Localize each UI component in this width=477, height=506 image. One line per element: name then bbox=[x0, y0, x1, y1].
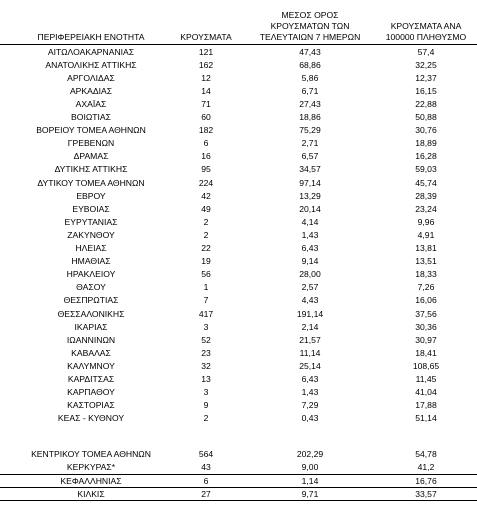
cell-region: ΑΙΤΩΛΟΑΚΑΡΝΑΝΙΑΣ bbox=[47, 46, 135, 57]
cell-cases: 564 bbox=[198, 449, 214, 459]
cell-per100k: 108,65 bbox=[412, 360, 440, 371]
cell-per100k: 17,88 bbox=[415, 400, 437, 411]
table-row bbox=[0, 242, 477, 255]
cell-per100k: 28,39 bbox=[415, 190, 437, 201]
cell-per100k: 4,91 bbox=[417, 229, 435, 240]
cell-avg7: 9,00 bbox=[301, 462, 319, 473]
cell-region: ΚΑΣΤΟΡΙΑΣ bbox=[67, 400, 115, 411]
cell-cases: 2 bbox=[203, 413, 209, 424]
cell-region: ΒΟΙΩΤΙΑΣ bbox=[71, 112, 111, 122]
cell-per100k: 7,26 bbox=[417, 282, 435, 293]
cell-cases: 7 bbox=[203, 295, 209, 306]
table-row bbox=[0, 229, 477, 242]
cell-region: ΔΥΤΙΚΟΥ ΤΟΜΕΑ ΑΘΗΝΩΝ bbox=[37, 177, 145, 188]
cell-cases: 9 bbox=[203, 400, 209, 411]
cell-region: ΙΚΑΡΙΑΣ bbox=[74, 321, 108, 332]
cell-region: ΚΑΛΥΜΝΟΥ bbox=[67, 360, 115, 371]
cell-avg7: 1,43 bbox=[301, 387, 319, 398]
header-per100k-line1: ΚΡΟΥΣΜΑΤΑ ΑΝΑ bbox=[390, 21, 462, 31]
cell-avg7: 6,71 bbox=[301, 85, 319, 96]
cell-region: ΗΡΑΚΛΕΙΟΥ bbox=[66, 269, 116, 280]
cell-region: ΕΥΡΥΤΑΝΙΑΣ bbox=[64, 216, 118, 227]
cell-avg7: 5,86 bbox=[301, 72, 319, 83]
cell-per100k: 13,51 bbox=[415, 256, 437, 267]
cell-cases: 182 bbox=[198, 125, 214, 136]
table-row bbox=[0, 321, 477, 334]
cell-avg7: 47,43 bbox=[299, 46, 321, 57]
cell-cases: 224 bbox=[198, 177, 214, 188]
cell-region: ΚΑΡΔΙΤΣΑΣ bbox=[67, 374, 115, 384]
cell-region: ΑΧΑΪΑΣ bbox=[75, 98, 107, 109]
cell-avg7: 2,71 bbox=[301, 138, 319, 149]
cell-region: ΚΕΑΣ - ΚΥΘΝΟΥ bbox=[57, 413, 125, 424]
cell-cases: 12 bbox=[201, 72, 211, 83]
cell-avg7: 0,43 bbox=[301, 413, 319, 424]
cell-region: ΕΒΡΟΥ bbox=[76, 190, 106, 201]
table-row bbox=[0, 72, 477, 85]
cell-cases: 52 bbox=[201, 334, 211, 345]
cell-per100k: 18,89 bbox=[415, 138, 437, 149]
table-row bbox=[0, 386, 477, 399]
cell-per100k: 33,57 bbox=[415, 488, 437, 499]
cell-avg7: 4,43 bbox=[301, 295, 319, 306]
table-row bbox=[0, 255, 477, 268]
row-divider bbox=[0, 474, 477, 475]
cell-region: ΚΕΝΤΡΙΚΟΥ ΤΟΜΕΑ ΑΘΗΝΩΝ bbox=[31, 449, 151, 459]
cell-avg7: 1,43 bbox=[301, 229, 319, 240]
cell-avg7: 7,29 bbox=[301, 400, 319, 411]
cell-per100k: 41,2 bbox=[417, 462, 435, 473]
cell-per100k: 54,78 bbox=[415, 449, 437, 459]
cell-avg7: 18,86 bbox=[299, 112, 321, 122]
cell-avg7: 1,14 bbox=[301, 475, 319, 486]
header-avg-line2: ΚΡΟΥΣΜΑΤΩΝ ΤΩΝ bbox=[270, 21, 350, 31]
cell-region: ΔΥΤΙΚΗΣ ΑΤΤΙΚΗΣ bbox=[54, 164, 128, 175]
cell-cases: 71 bbox=[201, 98, 211, 109]
cell-per100k: 13,81 bbox=[415, 243, 437, 253]
table-row bbox=[0, 124, 477, 137]
cell-region: ΘΕΣΣΑΛΟΝΙΚΗΣ bbox=[57, 308, 125, 319]
cell-per100k: 11,45 bbox=[415, 374, 437, 384]
cell-cases: 27 bbox=[201, 488, 211, 499]
cell-cases: 19 bbox=[201, 256, 211, 267]
header-avg-line1: ΜΕΣΟΣ ΟΡΟΣ bbox=[281, 10, 339, 20]
cell-cases: 121 bbox=[198, 46, 214, 57]
cell-per100k: 30,36 bbox=[415, 321, 437, 332]
cell-avg7: 202,29 bbox=[296, 449, 324, 459]
cell-per100k: 9,96 bbox=[417, 216, 435, 227]
cell-region: ΑΡΚΑΔΙΑΣ bbox=[69, 85, 113, 96]
cell-per100k: 57,4 bbox=[417, 46, 435, 57]
cell-per100k: 30,76 bbox=[415, 125, 437, 136]
cell-per100k: 12,37 bbox=[415, 72, 437, 83]
cell-region: ΑΝΑΤΟΛΙΚΗΣ ΑΤΤΙΚΗΣ bbox=[45, 59, 137, 70]
table-row bbox=[0, 488, 477, 501]
cell-region: ΚΑΡΠΑΘΟΥ bbox=[67, 387, 115, 398]
cell-cases: 3 bbox=[203, 387, 209, 398]
cell-region: ΘΕΣΠΡΩΤΙΑΣ bbox=[63, 295, 119, 306]
header-per-100k bbox=[368, 21, 477, 43]
table-row bbox=[0, 150, 477, 163]
cell-per100k: 23,24 bbox=[415, 203, 437, 214]
table-row bbox=[0, 281, 477, 294]
cell-cases: 22 bbox=[201, 243, 211, 253]
header-cases: ΚΡΟΥΣΜΑΤΑ bbox=[180, 32, 232, 42]
cell-region: ΘΑΣΟΥ bbox=[76, 282, 106, 293]
cell-per100k: 16,28 bbox=[415, 151, 437, 162]
cell-avg7: 21,57 bbox=[299, 334, 321, 345]
header-avg-7-days bbox=[252, 10, 368, 43]
table-row bbox=[0, 46, 477, 59]
table-row bbox=[0, 111, 477, 124]
cell-region: ΗΜΑΘΙΑΣ bbox=[71, 256, 111, 267]
cell-per100k: 18,33 bbox=[415, 269, 437, 280]
cell-per100k: 41,04 bbox=[415, 387, 437, 398]
cell-avg7: 34,57 bbox=[299, 164, 321, 175]
cell-cases: 16 bbox=[201, 151, 211, 162]
cell-avg7: 9,14 bbox=[301, 256, 319, 267]
cell-region: ΖΑΚΥΝΘΟΥ bbox=[67, 229, 115, 240]
cell-cases: 14 bbox=[201, 85, 211, 96]
row-divider bbox=[0, 500, 477, 501]
cell-avg7: 6,43 bbox=[301, 243, 319, 253]
cell-cases: 3 bbox=[203, 321, 209, 332]
cell-region: ΓΡΕΒΕΝΩΝ bbox=[67, 138, 115, 149]
table-row bbox=[0, 461, 477, 474]
cell-region: ΒΟΡΕΙΟΥ ΤΟΜΕΑ ΑΘΗΝΩΝ bbox=[36, 125, 146, 136]
cell-cases: 60 bbox=[201, 112, 211, 122]
cell-cases: 49 bbox=[201, 203, 211, 214]
cell-per100k: 50,88 bbox=[415, 112, 437, 122]
cell-avg7: 20,14 bbox=[299, 203, 321, 214]
cell-avg7: 75,29 bbox=[299, 125, 321, 136]
table-row bbox=[0, 85, 477, 98]
table-row bbox=[0, 216, 477, 229]
cell-cases: 56 bbox=[201, 269, 211, 280]
cell-region: ΗΛΕΙΑΣ bbox=[75, 243, 107, 253]
cell-avg7: 4,14 bbox=[301, 216, 319, 227]
cell-per100k: 22,88 bbox=[415, 98, 437, 109]
cell-avg7: 25,14 bbox=[299, 360, 321, 371]
cell-per100k: 37,56 bbox=[415, 308, 437, 319]
cell-cases: 43 bbox=[201, 462, 211, 473]
cell-per100k: 45,74 bbox=[415, 177, 437, 188]
row-divider bbox=[0, 487, 477, 488]
cell-cases: 13 bbox=[201, 374, 211, 384]
cell-cases: 417 bbox=[198, 308, 214, 319]
cell-cases: 32 bbox=[201, 360, 211, 371]
cell-cases: 6 bbox=[203, 138, 209, 149]
table-row bbox=[0, 373, 477, 386]
cell-cases: 1 bbox=[203, 282, 209, 293]
cell-avg7: 13,29 bbox=[299, 190, 321, 201]
cell-cases: 42 bbox=[201, 190, 211, 201]
table-row bbox=[0, 360, 477, 373]
table-row bbox=[0, 294, 477, 307]
header-per100k-line2: 100000 ΠΛΗΘΥΣΜΟ bbox=[385, 32, 467, 42]
cell-region: ΙΩΑΝΝΙΝΩΝ bbox=[66, 334, 116, 345]
table-row bbox=[0, 190, 477, 203]
table-row bbox=[0, 98, 477, 111]
table-row bbox=[0, 412, 477, 425]
table-row bbox=[0, 475, 477, 488]
cell-avg7: 6,57 bbox=[301, 151, 319, 162]
cell-per100k: 51,14 bbox=[415, 413, 437, 424]
cell-region: ΚΑΒΑΛΑΣ bbox=[71, 347, 111, 358]
cell-per100k: 59,03 bbox=[415, 164, 437, 175]
cell-cases: 2 bbox=[203, 216, 209, 227]
header-region: ΠΕΡΙΦΕΡΕΙΑΚΗ ΕΝΟΤΗΤΑ bbox=[37, 32, 145, 42]
cell-avg7: 28,00 bbox=[299, 269, 321, 280]
table-row bbox=[0, 137, 477, 150]
cell-avg7: 2,14 bbox=[301, 321, 319, 332]
cell-avg7: 6,43 bbox=[301, 374, 319, 384]
table-row bbox=[0, 399, 477, 412]
table-row bbox=[0, 163, 477, 176]
cell-region: ΕΥΒΟΙΑΣ bbox=[72, 203, 110, 214]
cell-per100k: 32,25 bbox=[415, 59, 437, 70]
cell-region: ΚΕΦΑΛΛΗΝΙΑΣ bbox=[60, 475, 122, 486]
table-row bbox=[0, 308, 477, 321]
cell-avg7: 97,14 bbox=[299, 177, 321, 188]
header-avg-line3: ΤΕΛΕΥΤΑΙΩΝ 7 ΗΜΕΡΩΝ bbox=[259, 32, 361, 42]
cell-avg7: 2,57 bbox=[301, 282, 319, 293]
cell-region: ΚΙΛΚΙΣ bbox=[77, 488, 105, 499]
cell-region: ΑΡΓΟΛΙΔΑΣ bbox=[67, 72, 115, 83]
cell-per100k: 16,76 bbox=[415, 475, 437, 486]
cell-cases: 6 bbox=[203, 475, 209, 486]
table-row bbox=[0, 347, 477, 360]
cell-per100k: 16,06 bbox=[415, 295, 437, 306]
cell-per100k: 30,97 bbox=[415, 334, 437, 345]
cell-avg7: 27,43 bbox=[299, 98, 321, 109]
cell-avg7: 11,14 bbox=[299, 347, 321, 358]
cell-region: ΔΡΑΜΑΣ bbox=[73, 151, 109, 162]
cell-cases: 23 bbox=[201, 347, 211, 358]
cell-cases: 2 bbox=[203, 229, 209, 240]
table-row bbox=[0, 59, 477, 72]
cell-region: ΚΕΡΚΥΡΑΣ* bbox=[66, 462, 116, 473]
table-row bbox=[0, 203, 477, 216]
cell-avg7: 191,14 bbox=[296, 308, 324, 319]
cell-per100k: 16,15 bbox=[415, 85, 437, 96]
cell-cases: 95 bbox=[201, 164, 211, 175]
cell-avg7: 9,71 bbox=[301, 488, 319, 499]
cell-cases: 162 bbox=[198, 59, 214, 70]
table-row bbox=[0, 268, 477, 281]
cell-avg7: 68,86 bbox=[299, 59, 321, 70]
cell-per100k: 18,41 bbox=[415, 347, 437, 358]
table-row bbox=[0, 334, 477, 347]
table-row bbox=[0, 448, 477, 461]
table-row bbox=[0, 177, 477, 190]
